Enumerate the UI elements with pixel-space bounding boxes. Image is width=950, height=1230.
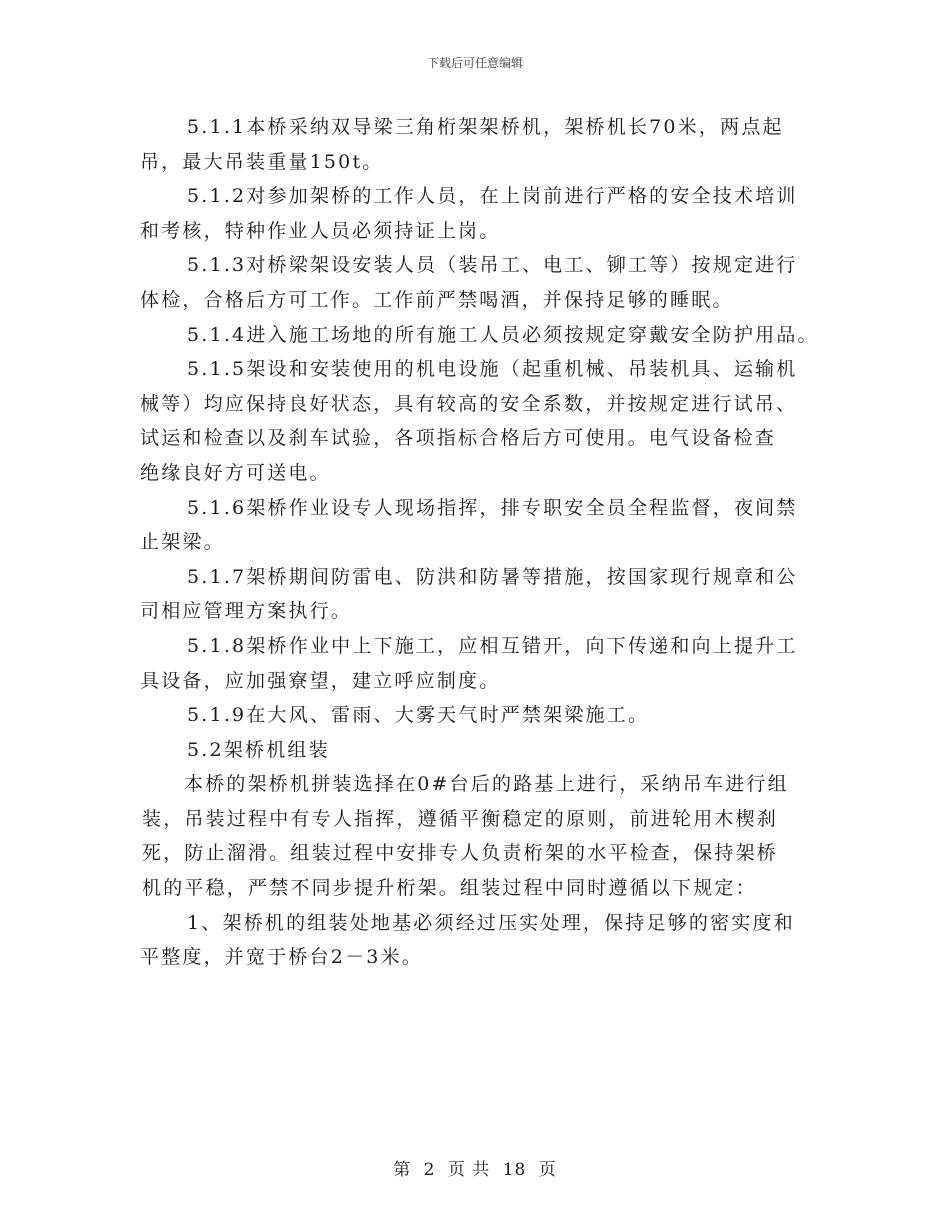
text-line: 械等）均应保持良好状态，具有较高的安全系数，并按规定进行试吊、 (140, 392, 798, 415)
text-line: 5.1.6架桥作业设专人现场指挥，排专职安全员全程监督，夜间禁 (187, 496, 798, 519)
text-line: 死，防止溜滑。组装过程中安排专人负责桁架的水平检查，保持架桥 (142, 842, 779, 865)
text-line: 5.1.2对参加架桥的工作人员，在上岗前进行严格的安全技术培训 (187, 185, 798, 208)
text-line: 装，吊装过程中有专人指挥，遵循平衡稳定的原则，前进轮用木楔刹 (142, 807, 779, 830)
text-line: 本桥的架桥机拼装选择在0#台后的路基上进行，采纳吊车进行组 (184, 773, 789, 796)
text-line: 5.1.4进入施工场地的所有施工人员必须按规定穿戴安全防护用品。 (187, 323, 819, 346)
text-line: 1、架桥机的组装处地基必须经过压实处理，保持足够的密实度和 (187, 911, 795, 934)
page-footer (0, 1155, 950, 1180)
section-heading: 5.2架桥机组装 (187, 738, 330, 761)
footer-middle: 页 共 (447, 1160, 491, 1180)
text-line: 具设备，应加强寮望，建立呼应制度。 (140, 669, 501, 692)
text-line: 5.1.8架桥作业中上下施工，应相互错开，向下传递和向上提升工 (187, 634, 798, 657)
text-line: 5.1.7架桥期间防雷电、防洪和防暑等措施，按国家现行规章和公 (187, 565, 798, 588)
document-body (140, 110, 830, 975)
text-line: 5.1.5架设和安装使用的机电设施（起重机械、吊装机具、运输机 (187, 358, 798, 381)
text-line: 试运和检查以及刹车试验，各项指标合格后方可使用。电气设备检查 (140, 427, 777, 450)
text-line: 止架梁。 (140, 531, 225, 554)
text-line: 机的平稳，严禁不同步提升桁架。组装过程中同时遵循以下规定： (142, 877, 757, 900)
text-line: 5.1.1本桥采纳双导梁三角桁架架桥机，架桥机长70米，两点起 (187, 116, 784, 138)
page-header: 下载后可任意编辑 (426, 56, 523, 70)
footer-prefix: 第 (393, 1160, 412, 1180)
text-line: 和考核，特种作业人员必须持证上岗。 (140, 219, 501, 242)
text-line: 绝缘良好方可送电。 (140, 461, 331, 484)
text-line: 平整度，并宽于桥台2－3米。 (140, 946, 423, 969)
text-line: 司相应管理方案执行。 (140, 600, 353, 623)
text-line: 5.1.3对桥梁架设安装人员（装吊工、电工、铆工等）按规定进行 (187, 254, 798, 277)
footer-total-pages: 18 (502, 1160, 527, 1180)
footer-suffix: 页 (538, 1160, 557, 1180)
text-line: 体检，合格后方可工作。工作前严禁喝酒，并保持足够的睡眠。 (140, 288, 734, 311)
footer-page-number: 2 (423, 1160, 436, 1180)
text-line: 吊，最大吊装重量150t。 (140, 150, 384, 173)
text-line: 5.1.9在大风、雷雨、大雾天气时严禁架梁施工。 (187, 704, 650, 727)
